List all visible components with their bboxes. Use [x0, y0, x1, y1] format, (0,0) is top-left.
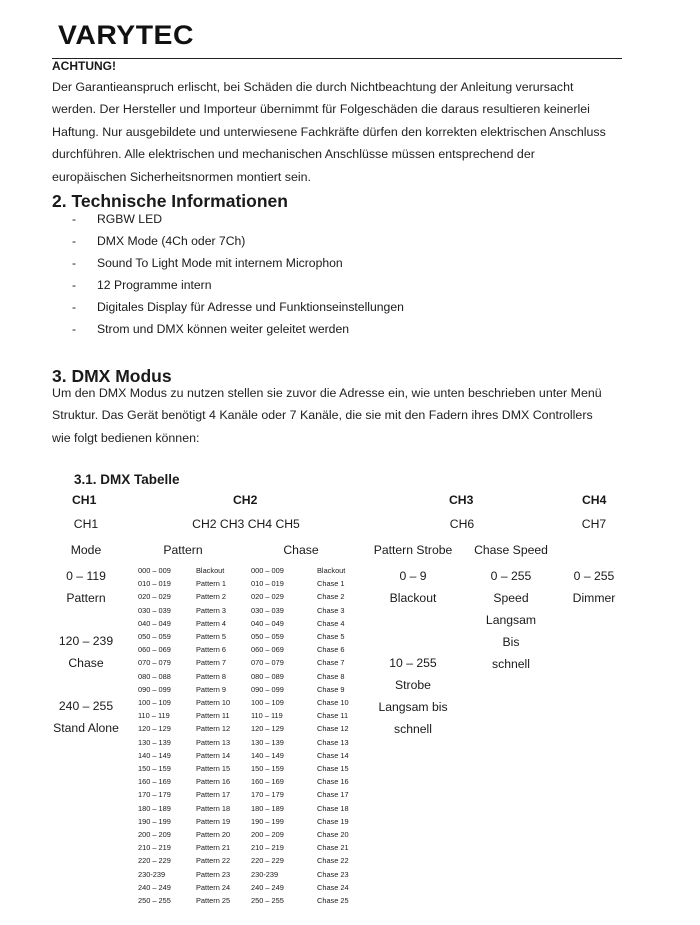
- varytec-logo: VARYTEC: [58, 20, 194, 50]
- chase-name: Blackout: [317, 566, 346, 575]
- chase-name: Chase 21: [317, 843, 349, 853]
- table-subhead-ch6: CH6: [449, 517, 475, 531]
- table-subhead-ch2: CH2 CH3 CH4 CH5: [192, 517, 300, 531]
- label-mode: Mode: [70, 543, 102, 557]
- chase-range: 120 – 129: [251, 724, 284, 734]
- section-3-line: wie folgt bedienen können:: [52, 430, 200, 445]
- pattern-range: 080 – 088: [138, 671, 171, 681]
- chase-name: Chase 7: [317, 658, 345, 668]
- pattern-range: 140 – 149: [138, 750, 171, 760]
- pattern-range: 000 – 009: [138, 566, 171, 575]
- chase-range: 160 – 169: [251, 777, 284, 787]
- pattern-range: 150 – 159: [138, 764, 171, 773]
- pattern-name: Pattern 1: [196, 579, 226, 589]
- chase-name: Chase 10: [317, 698, 349, 707]
- chase-range: 180 – 189: [251, 803, 284, 813]
- chase-name: Chase 8: [317, 671, 345, 681]
- mode-name: Pattern: [66, 591, 106, 605]
- chase-range: 210 – 219: [251, 843, 284, 853]
- pattern-name: Pattern 18: [196, 803, 231, 813]
- chase-range: 110 – 119: [251, 711, 283, 721]
- chase-range: 190 – 199: [251, 816, 284, 826]
- chase-name: Chase 24: [317, 882, 349, 892]
- pattern-name: Blackout: [196, 566, 225, 575]
- pattern-name: Pattern 7: [196, 658, 226, 668]
- pattern-name: Pattern 2: [196, 592, 226, 602]
- chase-range: 000 – 009: [251, 566, 284, 575]
- chase-range: 220 – 229: [251, 856, 284, 866]
- chase-name: Chase 11: [317, 711, 349, 721]
- mode-range: 120 – 239: [58, 634, 114, 648]
- strobe-range: 10 – 255: [389, 656, 437, 670]
- feature-item: - 12 Programme intern: [72, 275, 404, 297]
- section-3-title: 3. DMX Modus: [52, 366, 172, 386]
- feature-list: [72, 209, 404, 341]
- pattern-name: Pattern 8: [196, 671, 226, 681]
- chase-name: Chase 19: [317, 816, 349, 826]
- label-chase: Chase: [283, 543, 319, 557]
- chase-name: Chase 15: [317, 764, 349, 773]
- chase-range: 140 – 149: [251, 750, 284, 760]
- chase-name: Chase 22: [317, 856, 349, 866]
- pattern-name: Pattern 3: [196, 605, 226, 615]
- chase-range: 060 – 069: [251, 645, 284, 655]
- pattern-name: Pattern 10: [196, 698, 231, 707]
- label-chase-speed: Chase Speed: [474, 543, 548, 557]
- pattern-range: 180 – 189: [138, 803, 171, 813]
- pattern-name: Pattern 12: [196, 724, 231, 734]
- strobe-text: Blackout: [389, 591, 437, 605]
- warning-line: Der Garantieanspruch erlischt, bei Schäden die durch Nichtbeachtung der Anleitung verursacht: [52, 80, 574, 94]
- chase-range: 100 – 109: [251, 698, 284, 707]
- pattern-name: Pattern 15: [196, 764, 231, 773]
- feature-item: - RGBW LED: [72, 209, 404, 231]
- pattern-name: Pattern 24: [196, 882, 231, 892]
- pattern-range: 060 – 069: [138, 645, 171, 655]
- table-head-ch3: CH3: [449, 493, 474, 507]
- chase-range: 020 – 029: [251, 592, 284, 602]
- pattern-name: Pattern 14: [196, 750, 231, 760]
- speed-text: Langsam: [485, 613, 537, 627]
- pattern-range: 110 – 119: [138, 711, 170, 721]
- warning-line: Haftung. Nur ausgebildete und unterwiesene Fachkräfte dürfen den korrekten elektrischen Anschluss: [52, 124, 606, 139]
- chase-range: 010 – 019: [251, 579, 284, 589]
- warning-line: durchführen. Alle elektrischen und mechanischen Anschlüsse müssen entsprechend der: [52, 147, 535, 162]
- mode-range: 0 – 119: [66, 569, 106, 583]
- pattern-range: 070 – 079: [138, 658, 171, 668]
- chase-range: 030 – 039: [251, 605, 284, 615]
- chase-range: 050 – 059: [251, 632, 284, 641]
- table-title: 3.1. DMX Tabelle: [74, 472, 180, 487]
- pattern-name: Pattern 5: [196, 632, 226, 641]
- chase-range: 090 – 099: [251, 684, 284, 694]
- strobe-range: 0 – 9: [399, 569, 427, 583]
- pattern-range: 090 – 099: [138, 684, 171, 694]
- table-head-ch1: CH1: [72, 493, 97, 507]
- label-pattern: Pattern: [163, 543, 203, 557]
- warning-text: [52, 76, 632, 188]
- pattern-name: Pattern 6: [196, 645, 226, 655]
- pattern-range: 170 – 179: [138, 790, 171, 800]
- pattern-range: 100 – 109: [138, 698, 171, 707]
- pattern-name: Pattern 25: [196, 896, 231, 905]
- chase-name: Chase 9: [317, 684, 345, 694]
- section-3-text: [52, 382, 632, 449]
- pattern-name: Pattern 23: [196, 869, 231, 879]
- pattern-name: Pattern 22: [196, 856, 231, 866]
- pattern-range: 120 – 129: [138, 724, 171, 734]
- chase-name: Chase 20: [317, 830, 349, 839]
- pattern-name: Pattern 4: [196, 618, 226, 628]
- chase-name: Chase 6: [317, 645, 345, 655]
- chase-name: Chase 13: [317, 737, 349, 747]
- pattern-range: 200 – 209: [138, 830, 171, 839]
- warning-line: werden. Der Hersteller und Importeur übernimmt für Folgeschäden die daraus resultieren keinerlei: [52, 102, 590, 117]
- table-head-ch2: CH2: [233, 493, 258, 507]
- warning-title: ACHTUNG!: [52, 59, 116, 73]
- pattern-name: Pattern 16: [196, 777, 231, 787]
- pattern-name: Pattern 11: [196, 711, 230, 721]
- mode-name: Stand Alone: [53, 721, 119, 735]
- chase-range: 170 – 179: [251, 790, 284, 800]
- chase-range: 230-239: [251, 869, 279, 879]
- pattern-range: 240 – 249: [138, 882, 171, 892]
- chase-range: 250 – 255: [251, 896, 284, 905]
- chase-name: Chase 17: [317, 790, 349, 800]
- pattern-range: 230-239: [138, 869, 166, 879]
- pattern-range: 130 – 139: [138, 737, 171, 747]
- chase-range: 130 – 139: [251, 737, 284, 747]
- feature-item: - Sound To Light Mode mit internem Microphon: [72, 253, 404, 275]
- chase-name: Chase 12: [317, 724, 349, 734]
- pattern-name: Pattern 20: [196, 830, 231, 839]
- speed-range: 0 – 255: [490, 569, 532, 583]
- pattern-range: 160 – 169: [138, 777, 171, 787]
- label-pattern-strobe: Pattern Strobe: [373, 543, 453, 557]
- chase-range: 240 – 249: [251, 882, 284, 892]
- chase-name: Chase 14: [317, 750, 349, 760]
- feature-item: - Strom und DMX können weiter geleitet werden: [72, 319, 404, 341]
- chase-range: 040 – 049: [251, 618, 284, 628]
- pattern-range: 040 – 049: [138, 618, 171, 628]
- chase-name: Chase 18: [317, 803, 349, 813]
- header-rule: [52, 58, 622, 59]
- chase-name: Chase 25: [317, 896, 349, 905]
- pattern-name: Pattern 17: [196, 790, 231, 800]
- pattern-name: Pattern 13: [196, 737, 231, 747]
- pattern-range: 050 – 059: [138, 632, 171, 641]
- feature-item: - DMX Mode (4Ch oder 7Ch): [72, 231, 404, 253]
- pattern-range: 020 – 029: [138, 592, 171, 602]
- chase-name: Chase 4: [317, 618, 345, 628]
- chase-range: 070 – 079: [251, 658, 284, 668]
- mode-range: 240 – 255: [58, 699, 114, 713]
- speed-text: Bis: [502, 635, 520, 649]
- table-subhead-ch1: CH1: [73, 517, 99, 531]
- speed-text: Speed: [493, 591, 529, 605]
- mode-name: Chase: [68, 656, 104, 670]
- pattern-range: 010 – 019: [138, 579, 171, 589]
- pattern-range: 190 – 199: [138, 816, 171, 826]
- strobe-text: schnell: [394, 722, 432, 736]
- pattern-name: Pattern 19: [196, 816, 231, 826]
- section-3-line: Struktur. Das Gerät benötigt 4 Kanäle oder 7 Kanäle, die sie mit den Fadern ihres DMX Controllers: [52, 408, 593, 423]
- feature-item: - Digitales Display für Adresse und Funktionseinstellungen: [72, 297, 404, 319]
- pattern-name: Pattern 21: [196, 843, 231, 853]
- pattern-range: 250 – 255: [138, 896, 171, 905]
- chase-name: Chase 2: [317, 592, 345, 602]
- section-2-title: 2. Technische Informationen: [52, 191, 288, 211]
- speed-text: schnell: [492, 657, 530, 671]
- section-3-line: Um den DMX Modus zu nutzen stellen sie zuvor die Adresse ein, wie unten beschrieben unter Menü: [52, 386, 602, 400]
- strobe-text: Langsam bis: [378, 700, 448, 714]
- pattern-range: 210 – 219: [138, 843, 171, 853]
- pattern-range: 030 – 039: [138, 605, 171, 615]
- pattern-range: 220 – 229: [138, 856, 171, 866]
- dimmer-range: 0 – 255: [573, 569, 615, 583]
- chase-name: Chase 16: [317, 777, 349, 787]
- warning-line: europäischen Sicherheitsnormen montiert sein.: [52, 169, 311, 184]
- strobe-text: Strobe: [395, 678, 431, 692]
- table-head-ch4: CH4: [582, 493, 607, 507]
- chase-range: 080 – 089: [251, 671, 284, 681]
- chase-name: Chase 23: [317, 869, 349, 879]
- chase-name: Chase 5: [317, 632, 345, 641]
- chase-range: 200 – 209: [251, 830, 284, 839]
- chase-name: Chase 3: [317, 605, 345, 615]
- pattern-name: Pattern 9: [196, 684, 226, 694]
- table-subhead-ch7: CH7: [581, 517, 607, 531]
- dimmer-text: Dimmer: [572, 591, 616, 605]
- chase-name: Chase 1: [317, 579, 345, 589]
- chase-range: 150 – 159: [251, 764, 284, 773]
